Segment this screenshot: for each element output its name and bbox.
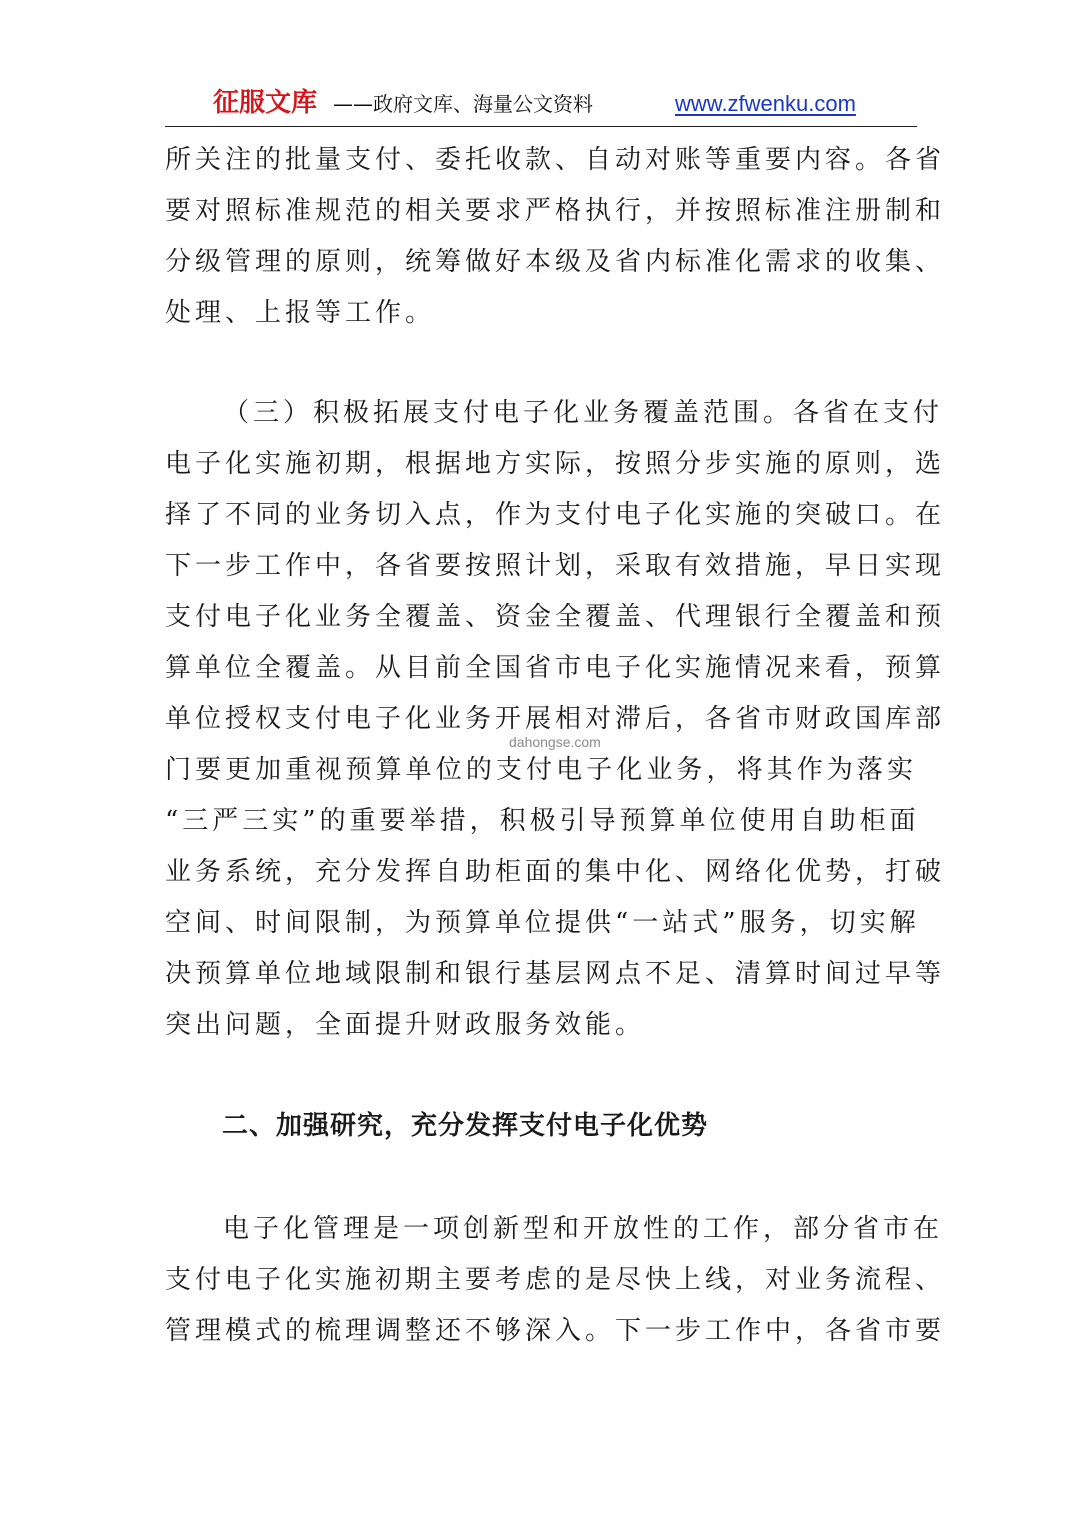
text-line: 支付电子化业务全覆盖、资金全覆盖、代理银行全覆盖和预 xyxy=(165,602,946,632)
text-line: 分级管理的原则，统筹做好本级及省内标准化需求的收集、 xyxy=(165,247,946,277)
paragraph-2 xyxy=(165,388,946,1051)
text-line: “三严三实”的重要举措，积极引导预算单位使用自助柜面 xyxy=(165,806,920,836)
text-line: 处理、上报等工作。 xyxy=(165,298,436,328)
header-divider xyxy=(165,126,917,127)
text-line: （三）积极拓展支付电子化业务覆盖范围。各省在支付 xyxy=(223,398,944,428)
text-line: 业务系统，充分发挥自助柜面的集中化、网络化优势，打破 xyxy=(165,857,946,887)
text-line: 突出问题，全面提升财政服务效能。 xyxy=(165,1010,646,1040)
watermark: dahongse.com xyxy=(509,734,601,750)
text-line: 要对照标准规范的相关要求严格执行，并按照标准注册制和 xyxy=(165,196,946,226)
text-line: 空间、时间限制，为预算单位提供“一站式”服务，切实解 xyxy=(165,908,920,938)
text-line: 所关注的批量支付、委托收款、自动对账等重要内容。各省 xyxy=(165,145,946,175)
paragraph-1 xyxy=(165,135,946,339)
header-tagline: ——政府文库、海量公文资料 xyxy=(333,92,593,116)
text-line: 电子化实施初期，根据地方实际，按照分步实施的原则，选 xyxy=(165,449,946,479)
site-url-link[interactable]: www.zfwenku.com xyxy=(675,91,856,116)
text-line: 电子化管理是一项创新型和开放性的工作，部分省市在 xyxy=(223,1214,944,1244)
text-line: 择了不同的业务切入点，作为支付电子化实施的突破口。在 xyxy=(165,500,946,530)
text-line: 管理模式的梳理调整还不够深入。下一步工作中，各省市要 xyxy=(165,1316,946,1346)
brand-logo-text: 征服文库 xyxy=(213,88,318,118)
text-line: 下一步工作中，各省要按照计划，采取有效措施，早日实现 xyxy=(165,551,946,581)
text-line: 门要更加重视预算单位的支付电子化业务，将其作为落实 xyxy=(165,755,917,785)
text-line: 支付电子化实施初期主要考虑的是尽快上线，对业务流程、 xyxy=(165,1265,946,1295)
text-line: 决预算单位地域限制和银行基层网点不足、清算时间过早等 xyxy=(165,959,946,989)
document-header xyxy=(165,84,917,126)
paragraph-3 xyxy=(165,1204,946,1357)
text-line: 单位授权支付电子化业务开展相对滞后，各省市财政国库部 xyxy=(165,704,946,734)
text-line: 算单位全覆盖。从目前全国省市电子化实施情况来看，预算 xyxy=(165,653,946,683)
section-heading: 二、加强研究，充分发挥支付电子化优势 xyxy=(222,1111,709,1141)
